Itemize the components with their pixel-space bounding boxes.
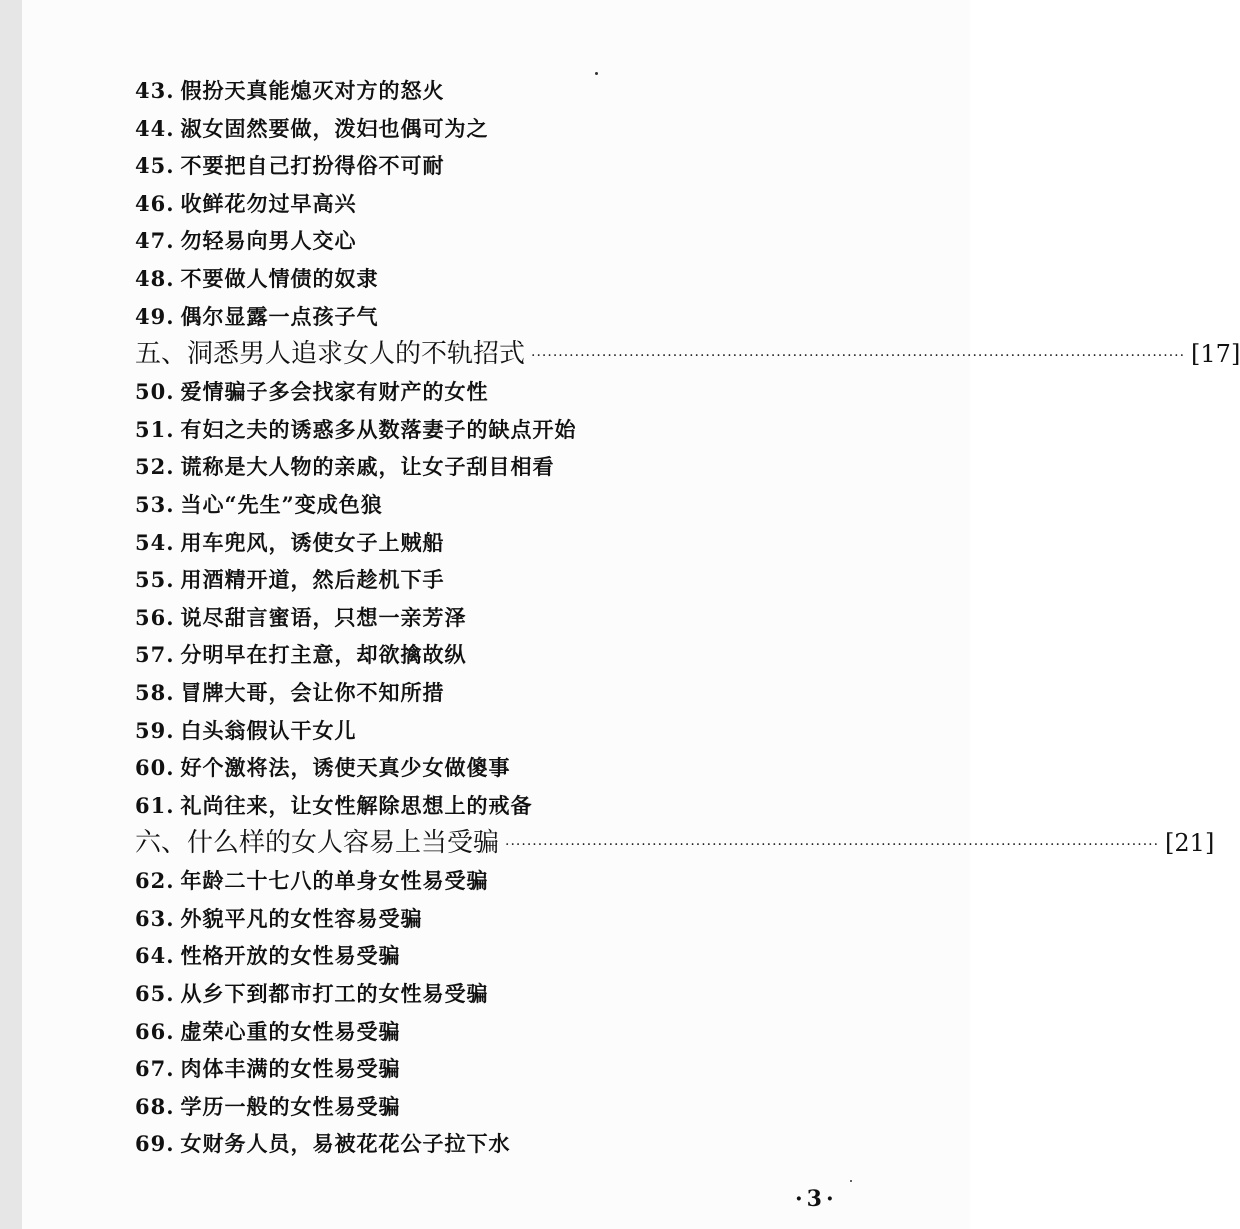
entry-number: 62.	[135, 868, 175, 894]
toc-entry	[135, 712, 895, 750]
entry-number: 58.	[135, 679, 175, 705]
page-number: ·3·	[795, 1186, 838, 1212]
toc-entry	[135, 636, 895, 674]
table-of-contents	[135, 72, 1240, 1163]
toc-entry	[135, 900, 895, 938]
entry-title: 从乡下到都市打工的女性易受骗	[180, 981, 489, 1007]
toc-entry	[135, 185, 895, 223]
entry-number: 44.	[135, 115, 175, 141]
entry-title: 谎称是大人物的亲戚，让女子刮目相看	[180, 454, 555, 480]
toc-entry	[135, 298, 895, 336]
entry-title: 用酒精开道，然后趁机下手	[180, 567, 445, 593]
toc-entry	[135, 787, 895, 825]
entry-title: 淑女固然要做，泼妇也偶可为之	[180, 115, 489, 141]
toc-entry	[135, 524, 895, 562]
entry-number: 59.	[135, 717, 175, 743]
entry-number: 47.	[135, 228, 175, 254]
toc-entry	[135, 749, 895, 787]
entry-title: 偶尔显露一点孩子气	[180, 303, 379, 329]
toc-entry	[135, 862, 895, 900]
toc-entry	[135, 975, 895, 1013]
entry-number: 69.	[135, 1131, 175, 1157]
toc-entry	[135, 486, 895, 524]
toc-entry	[135, 147, 895, 185]
entry-number: 63.	[135, 905, 175, 931]
section-title: 五、洞悉男人追求女人的不轨招式	[135, 339, 526, 370]
entry-title: 分明早在打主意，却欲擒故纵	[180, 642, 467, 668]
entry-number: 61.	[135, 792, 175, 818]
toc-entry	[135, 1088, 895, 1126]
entry-number: 55.	[135, 567, 175, 593]
toc-section-heading	[135, 824, 1215, 862]
entry-number: 52.	[135, 454, 175, 480]
entry-title: 好个激将法，诱使天真少女做傻事	[180, 755, 511, 781]
toc-entry	[135, 937, 895, 975]
entry-title: 当心“先生”变成色狼	[180, 491, 383, 517]
section-page-number: [21]	[1165, 829, 1215, 858]
toc-entry	[135, 561, 895, 599]
toc-entry	[135, 222, 895, 260]
toc-entry	[135, 1125, 895, 1163]
toc-entry	[135, 1050, 895, 1088]
entry-number: 60.	[135, 755, 175, 781]
entry-number: 50.	[135, 379, 175, 405]
entry-title: 说尽甜言蜜语，只想一亲芳泽	[180, 604, 467, 630]
entry-title: 收鲜花勿过早高兴	[180, 190, 357, 216]
section-page-number: [17]	[1191, 340, 1240, 369]
entry-title: 有妇之夫的诱惑多从数落妻子的缺点开始	[180, 416, 577, 442]
entry-title: 勿轻易向男人交心	[180, 228, 357, 254]
entry-title: 白头翁假认干女儿	[180, 717, 357, 743]
entry-number: 64.	[135, 943, 175, 969]
toc-entry	[135, 72, 895, 110]
entry-title: 性格开放的女性易受骗	[180, 943, 401, 969]
entry-number: 68.	[135, 1093, 175, 1119]
entry-title: 肉体丰满的女性易受骗	[180, 1056, 401, 1082]
toc-entry	[135, 674, 895, 712]
dot-leader: ························································································································	[505, 837, 1160, 854]
entry-title: 假扮天真能熄灭对方的怒火	[180, 78, 445, 103]
toc-entry	[135, 1013, 895, 1051]
entry-title: 不要做人情债的奴隶	[180, 265, 379, 291]
entry-number: 66.	[135, 1018, 175, 1044]
entry-title: 女财务人员，易被花花公子拉下水	[180, 1131, 511, 1157]
scan-speck	[850, 1180, 852, 1182]
entry-title: 虚荣心重的女性易受骗	[180, 1018, 401, 1044]
entry-title: 不要把自己打扮得俗不可耐	[180, 153, 445, 179]
entry-number: 53.	[135, 491, 175, 517]
entry-number: 54.	[135, 529, 175, 555]
toc-entry	[135, 599, 895, 637]
entry-number: 67.	[135, 1056, 175, 1082]
toc-entry	[135, 110, 895, 148]
entry-number: 51.	[135, 416, 175, 442]
entry-number: 56.	[135, 604, 175, 630]
entry-number: 43.	[135, 78, 175, 103]
toc-section-heading	[135, 335, 1240, 373]
entry-number: 46.	[135, 190, 175, 216]
toc-entry	[135, 411, 895, 449]
entry-title: 爱情骗子多会找家有财产的女性	[180, 379, 489, 405]
entry-title: 年龄二十七八的单身女性易受骗	[180, 868, 489, 894]
toc-entry	[135, 260, 895, 298]
toc-entry	[135, 448, 895, 486]
entry-number: 49.	[135, 303, 175, 329]
entry-title: 礼尚往来，让女性解除思想上的戒备	[180, 792, 533, 818]
viewer-left-edge	[0, 0, 23, 1229]
entry-title: 用车兜风，诱使女子上贼船	[180, 529, 445, 555]
dot-leader: ························································································································	[531, 348, 1186, 365]
section-title: 六、什么样的女人容易上当受骗	[135, 828, 500, 859]
entry-title: 外貌平凡的女性容易受骗	[180, 905, 423, 931]
entry-number: 45.	[135, 153, 175, 179]
entry-number: 48.	[135, 265, 175, 291]
toc-entry	[135, 373, 895, 411]
entry-number: 57.	[135, 642, 175, 668]
entry-title: 学历一般的女性易受骗	[180, 1093, 401, 1119]
entry-number: 65.	[135, 981, 175, 1007]
entry-title: 冒牌大哥，会让你不知所措	[180, 679, 445, 705]
